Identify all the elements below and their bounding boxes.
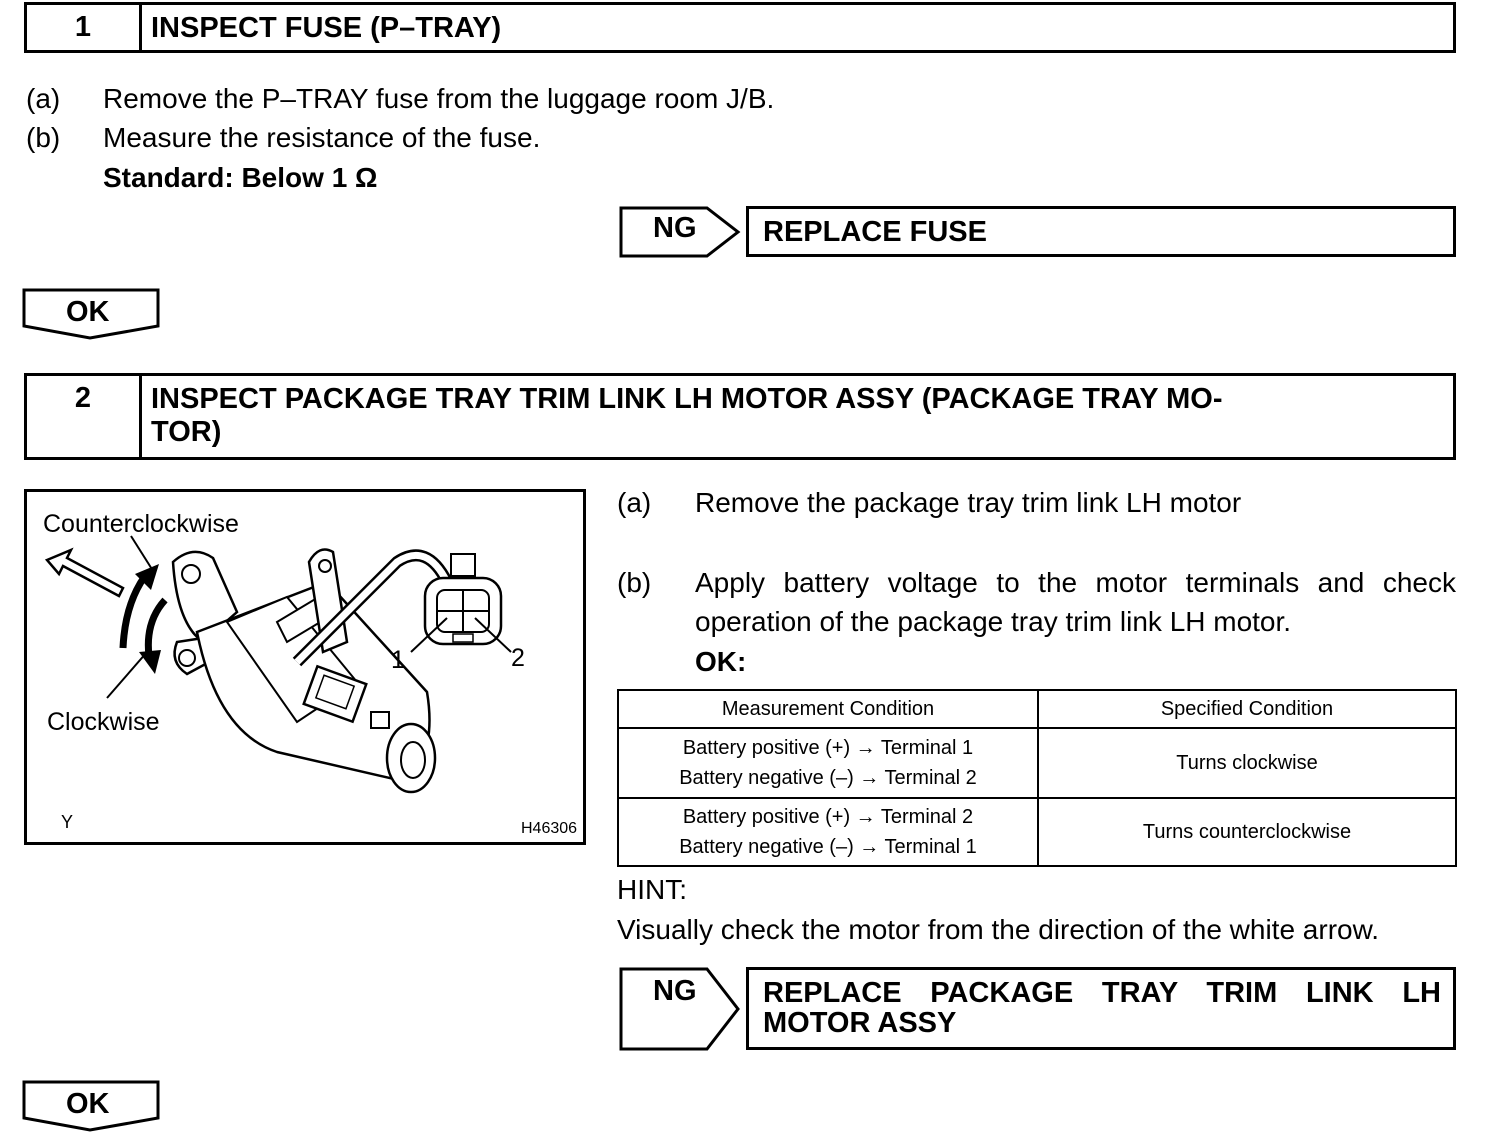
step1-header: [24, 2, 1456, 53]
step1-ok-label: OK: [66, 296, 110, 328]
step1-ng-action-text: REPLACE FUSE: [763, 216, 987, 248]
table-cell-condition: [618, 728, 1038, 798]
step2-title-line1: INSPECT PACKAGE TRAY TRIM LINK LH MOTOR ASSY (PACKAGE TRAY MO-: [151, 383, 1223, 415]
figure-corner-label: Y: [61, 812, 74, 832]
step2-item-b-line2: operation of the package tray trim link LH motor.: [695, 606, 1292, 637]
figure-code: H46306: [521, 820, 578, 837]
step2-ng-label: NG: [653, 975, 697, 1007]
clockwise-arrow-icon: [148, 600, 165, 656]
table-cell-result: Turns clockwise: [1038, 728, 1456, 798]
table-header-row: [618, 690, 1456, 728]
table-cell-condition-line1: Battery positive (+) → Terminal 1: [682, 737, 974, 759]
figure-label-clockwise: Clockwise: [47, 708, 160, 736]
table-cell-condition-line1: Battery positive (+) → Terminal 2: [682, 806, 974, 828]
table-cell-condition-line2: Battery negative (–) → Terminal 1: [679, 836, 977, 858]
figure-label-counterclockwise: Counterclockwise: [43, 510, 239, 538]
white-arrow-icon: [47, 550, 123, 596]
step1-title: INSPECT FUSE (P–TRAY): [151, 12, 502, 44]
step2-item-b-line1: Apply battery voltage to the motor terminals and check: [695, 567, 1456, 598]
step2-item-b-marker: (b): [617, 567, 652, 598]
step1-standard: Standard: Below 1 Ω: [103, 162, 378, 193]
step1-number: 1: [27, 5, 142, 50]
step1-ng-action: [746, 206, 1456, 257]
step1-ng-label: NG: [653, 212, 697, 244]
table-cell-condition: [618, 798, 1038, 866]
figure-terminal-2: 2: [511, 644, 525, 672]
hint-text: Visually check the motor from the direction of the white arrow.: [617, 914, 1380, 945]
table-header-condition: Measurement Condition: [618, 690, 1038, 728]
step2-ok-colon: OK:: [695, 646, 747, 677]
step1-item-b-text: Measure the resistance of the fuse.: [103, 122, 541, 153]
table-cell-result: Turns counterclockwise: [1038, 798, 1456, 866]
table-row: [618, 798, 1456, 866]
table-row: [618, 728, 1456, 798]
step1-item-a-text: Remove the P–TRAY fuse from the luggage room J/B.: [103, 83, 775, 114]
step2-header: [24, 373, 1456, 460]
motor-illustration: [27, 492, 583, 842]
spec-table: [617, 689, 1457, 867]
step1-item-a-marker: (a): [26, 83, 61, 114]
hint-label: HINT:: [617, 874, 687, 905]
step2-ok-label: OK: [66, 1088, 110, 1120]
table-header-specified: Specified Condition: [1038, 690, 1456, 728]
step2-title-line2: TOR): [151, 416, 222, 448]
step2-item-a-text: Remove the package tray trim link LH motor: [695, 487, 1242, 518]
counterclockwise-arrow-icon: [123, 576, 145, 648]
motor-figure: [24, 489, 586, 845]
step2-item-a-marker: (a): [617, 487, 652, 518]
figure-terminal-1: 1: [391, 646, 405, 674]
step2-ng-action: [746, 967, 1456, 1050]
step1-item-b-marker: (b): [26, 122, 61, 153]
step2-number: 2: [27, 376, 142, 457]
table-cell-condition-line2: Battery negative (–) → Terminal 2: [679, 767, 977, 789]
step2-ng-action-line2: MOTOR ASSY: [763, 1007, 957, 1039]
step2-ng-action-line1: REPLACE PACKAGE TRAY TRIM LINK LH: [763, 977, 1441, 1009]
